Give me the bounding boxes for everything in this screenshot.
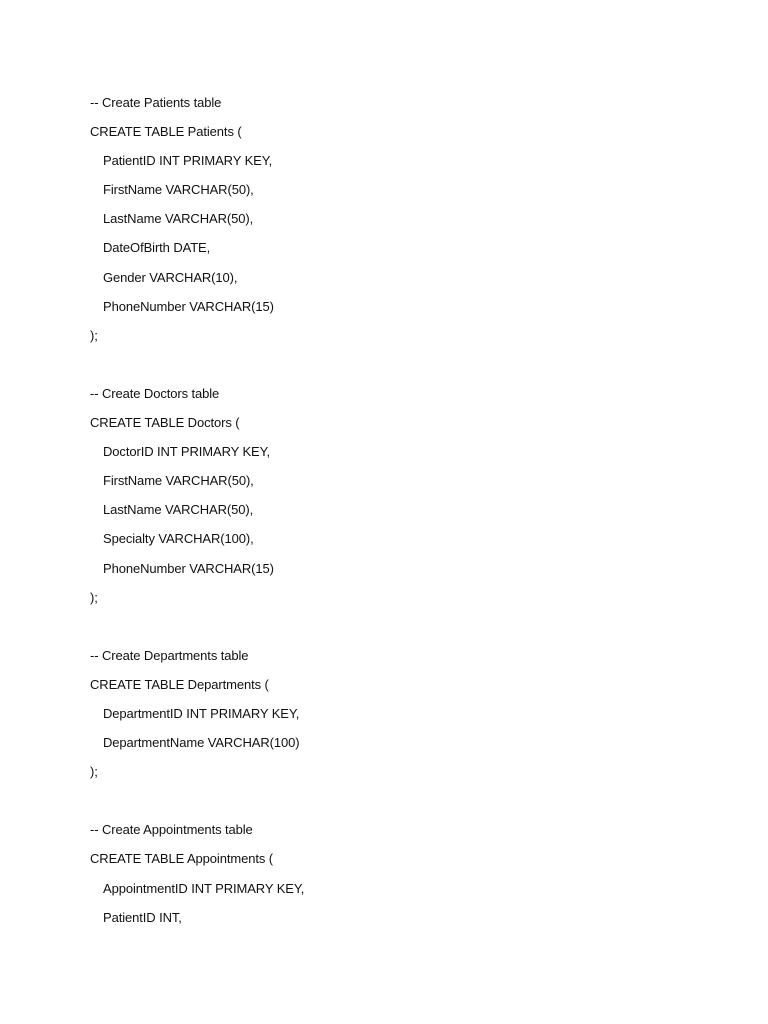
blank-line xyxy=(90,612,710,641)
code-line: CREATE TABLE Appointments ( xyxy=(90,851,273,867)
code-line: ); xyxy=(90,327,98,343)
sql-code-block xyxy=(90,88,710,932)
code-line: PatientID INT, xyxy=(103,909,182,925)
code-line: FirstName VARCHAR(50), xyxy=(103,182,254,198)
code-line: DepartmentID INT PRIMARY KEY, xyxy=(103,705,300,721)
code-line: DateOfBirth DATE, xyxy=(103,240,211,256)
code-line: Gender VARCHAR(10), xyxy=(103,269,238,285)
code-line: ); xyxy=(90,589,98,605)
code-line: LastName VARCHAR(50), xyxy=(103,211,254,227)
code-line: PatientID INT PRIMARY KEY, xyxy=(103,153,273,169)
code-line: AppointmentID INT PRIMARY KEY, xyxy=(103,880,305,896)
code-line: DepartmentName VARCHAR(100) xyxy=(103,735,300,751)
code-line: FirstName VARCHAR(50), xyxy=(103,473,254,489)
code-line: CREATE TABLE Departments ( xyxy=(90,676,269,692)
code-line: PhoneNumber VARCHAR(15) xyxy=(103,298,274,314)
code-line: CREATE TABLE Patients ( xyxy=(90,124,242,140)
blank-line xyxy=(90,786,710,815)
comment-line: -- Create Patients table xyxy=(90,95,222,110)
comment-line: -- Create Departments table xyxy=(90,647,249,663)
code-line: DoctorID INT PRIMARY KEY, xyxy=(103,444,271,460)
comment-line: -- Create Appointments table xyxy=(90,822,253,838)
code-line: Specialty VARCHAR(100), xyxy=(103,531,254,547)
code-line: CREATE TABLE Doctors ( xyxy=(90,415,240,431)
comment-line: -- Create Doctors table xyxy=(90,385,220,401)
code-line: LastName VARCHAR(50), xyxy=(103,502,254,518)
blank-line xyxy=(90,350,710,379)
code-line: ); xyxy=(90,764,98,780)
code-line: PhoneNumber VARCHAR(15) xyxy=(103,560,274,576)
